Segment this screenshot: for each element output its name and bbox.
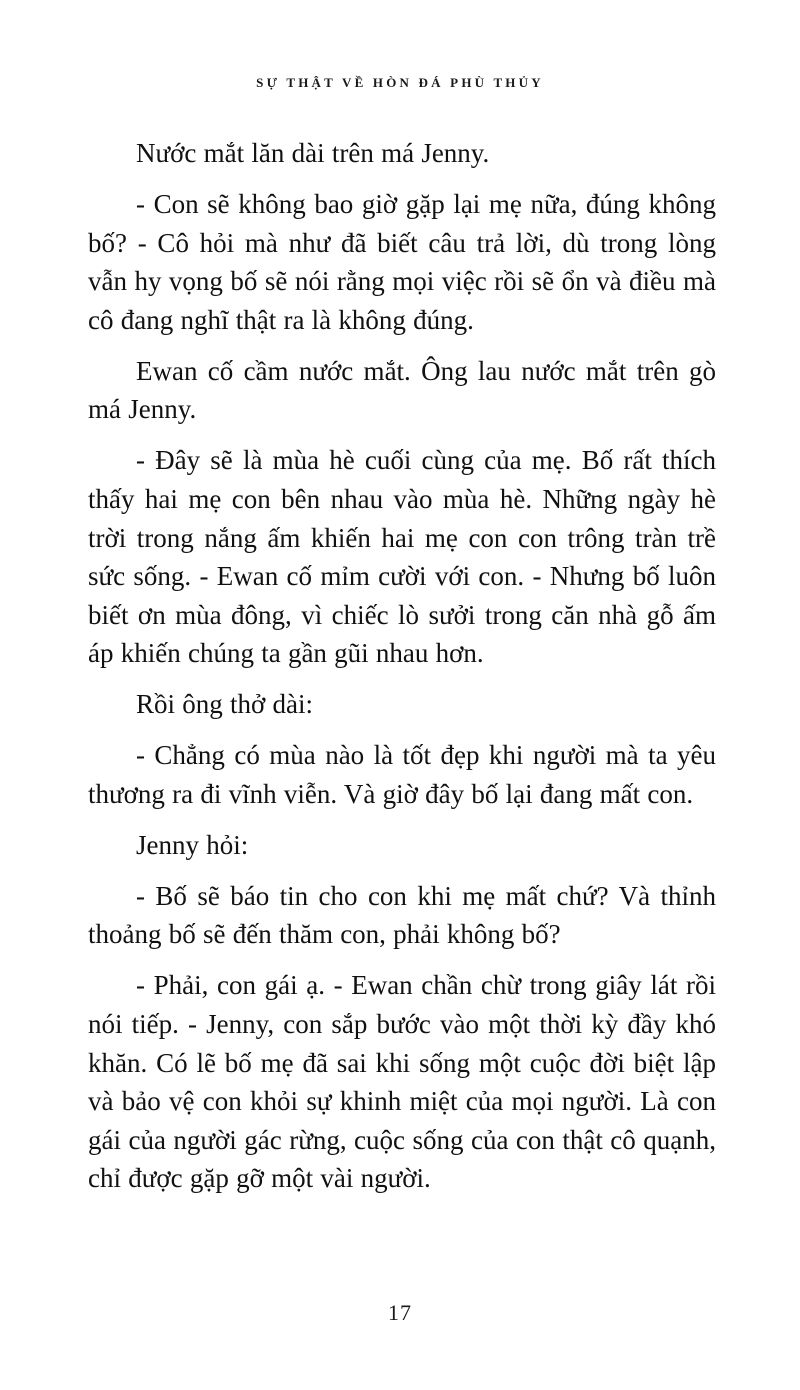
- paragraph: - Đây sẽ là mùa hè cuối cùng của mẹ. Bố rất thích thấy hai mẹ con bên nhau vào mùa hè. Những ngày hè trời trong nắng ấm khiến hai mẹ con con trông tràn trề sức sống. - Ewan cố mỉm cười với con. - Nhưng bố luôn biết ơn mùa đông, vì chiếc lò sưởi trong căn nhà gỗ ấm áp khiến chúng ta gần gũi nhau hơn.: [88, 445, 716, 669]
- paragraph: - Con sẽ không bao giờ gặp lại mẹ nữa, đúng không bố? - Cô hỏi mà như đã biết câu trả lời, dù trong lòng vẫn hy vọng bố sẽ nói rằng mọi việc rồi sẽ ổn và điều mà cô đang nghĩ thật ra là không đúng.: [88, 188, 716, 335]
- body-text: [88, 134, 716, 1210]
- page-number: 17: [388, 1300, 412, 1325]
- paragraph: Nước mắt lăn dài trên má Jenny.: [136, 138, 490, 168]
- paragraph: - Chẳng có mùa nào là tốt đẹp khi người mà ta yêu thương ra đi vĩnh viễn. Và giờ đây bố lại đang mất con.: [88, 740, 716, 809]
- running-header: SỰ THẬT VỀ HÒN ĐÁ PHÙ THỦY: [256, 75, 544, 90]
- paragraph: Jenny hỏi:: [136, 829, 249, 860]
- paragraph: - Phải, con gái ạ. - Ewan chần chừ trong giây lát rồi nói tiếp. - Jenny, con sắp bước vào một thời kỳ đầy khó khăn. Có lẽ bố mẹ đã sai khi sống một cuộc đời biệt lập và bảo vệ con khỏi sự khinh miệt của mọi người. Là con gái của người gác rừng, cuộc sống của con thật cô quạnh, chỉ được gặp gỡ một vài người.: [88, 970, 716, 1194]
- paragraph: - Bố sẽ báo tin cho con khi mẹ mất chứ? Và thỉnh thoảng bố sẽ đến thăm con, phải không bố?: [88, 880, 716, 950]
- paragraph: Ewan cố cầm nước mắt. Ông lau nước mắt trên gò má Jenny.: [88, 355, 716, 425]
- paragraph: Rồi ông thở dài:: [136, 689, 314, 720]
